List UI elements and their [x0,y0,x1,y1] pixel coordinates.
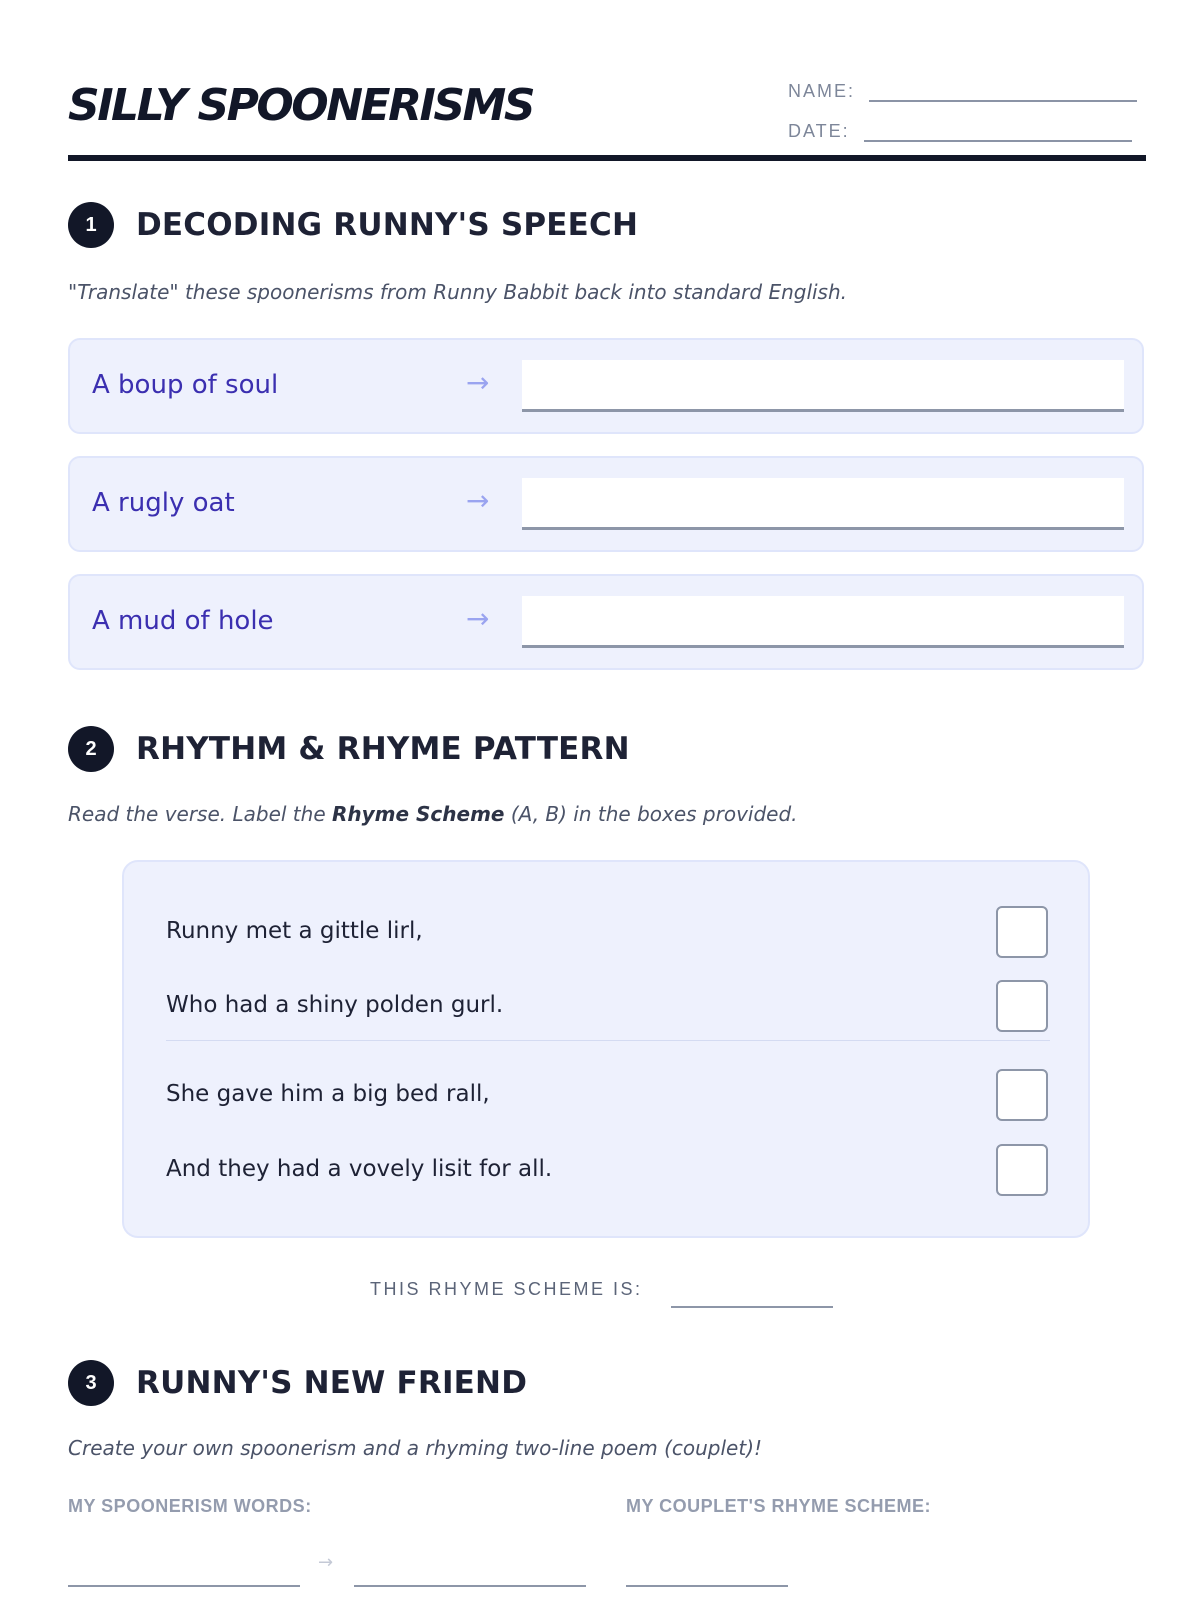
rhyme-label-box[interactable] [996,906,1048,958]
instruction-text: (A, B) in the boxes provided. [504,802,798,826]
rhyme-scheme-field[interactable] [671,1270,833,1308]
verse-line: And they had a vovely lisit for all. [166,1156,553,1182]
date-field[interactable] [864,112,1132,142]
arrow-right-icon: → [466,366,490,399]
section-3-heading [68,1360,527,1406]
spoonerism-word-field[interactable] [354,1585,586,1587]
spoonerism-phrase: A mud of hole [92,606,274,636]
worksheet-title: SILLY SPOONERISMS [68,80,534,131]
decode-row [68,338,1144,434]
instruction-text: Read the verse. Label the [68,802,332,826]
spoonerism-word-field[interactable] [68,1585,300,1587]
decode-row [68,574,1144,670]
verse-line: Who had a shiny polden gurl. [166,992,504,1018]
verse-box [122,860,1090,1238]
rhyme-label-box[interactable] [996,980,1048,1032]
date-row [788,112,1132,142]
section-number-badge: 3 [68,1360,114,1406]
spoonerism-words-label: MY SPOONERISM WORDS: [68,1496,312,1516]
rhyme-scheme-label: THIS RHYME SCHEME IS: [370,1279,643,1299]
section-2-heading [68,726,630,772]
arrow-right-icon: → [466,484,490,517]
name-field[interactable] [869,72,1137,102]
couplet-scheme-label: MY COUPLET'S RHYME SCHEME: [626,1496,931,1516]
verse-line: Runny met a gittle lirl, [166,918,423,944]
section-3-instruction: Create your own spoonerism and a rhyming two-line poem (couplet)! [68,1436,763,1460]
name-row [788,72,1137,102]
section-title: DECODING RUNNY'S SPEECH [136,207,639,243]
name-label: NAME: [788,81,856,101]
section-1-heading [68,202,638,248]
section-title: RUNNY'S NEW FRIEND [136,1365,528,1401]
spoonerism-phrase: A rugly oat [92,488,235,518]
rhyme-label-box[interactable] [996,1144,1048,1196]
rhyme-scheme-row [370,1270,833,1308]
couplet-scheme-field[interactable] [626,1585,788,1587]
rhyme-label-box[interactable] [996,1069,1048,1121]
verse-line: She gave him a big bed rall, [166,1081,490,1107]
section-title: RHYTHM & RHYME PATTERN [136,731,630,767]
section-2-instruction [68,802,798,826]
header-rule [68,155,1146,161]
spoonerism-phrase: A boup of soul [92,370,279,400]
arrow-right-icon: → [466,602,490,635]
date-label: DATE: [788,121,850,141]
translation-field[interactable] [522,478,1124,530]
section-number-badge: 2 [68,726,114,772]
section-1-instruction: "Translate" these spoonerisms from Runny Babbit back into standard English. [68,280,848,304]
section-number-badge: 1 [68,202,114,248]
translation-field[interactable] [522,596,1124,648]
decode-row [68,456,1144,552]
translation-field[interactable] [522,360,1124,412]
stanza-divider [166,1040,1050,1041]
instruction-emphasis: Rhyme Scheme [331,802,505,826]
arrow-right-icon: → [318,1552,334,1573]
